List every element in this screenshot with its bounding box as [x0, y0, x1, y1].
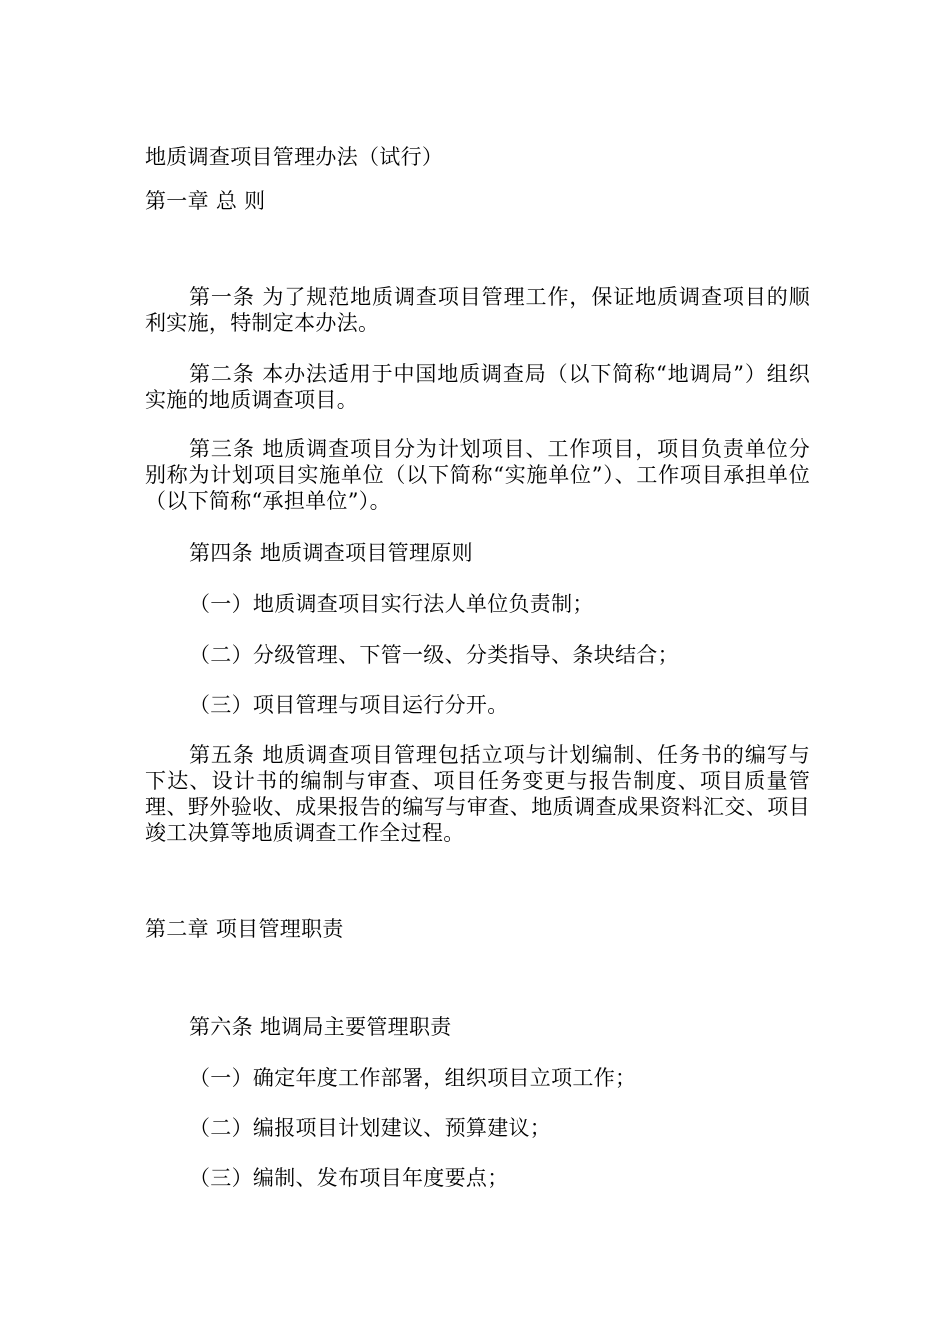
article-4-item-3: （三）项目管理与项目运行分开。: [189, 693, 509, 717]
article-2: 第二条 本办法适用于中国地质调查局（以下简称“地调局”）组织实施的地质调查项目。: [145, 362, 810, 412]
article-4-item-2: （二）分级管理、下管一级、分类指导、条块结合；: [189, 643, 679, 667]
document-title: 地质调查项目管理办法（试行）: [145, 145, 444, 169]
chapter-1-heading: 第一章 总 则: [145, 189, 266, 213]
article-6-item-3: （三）编制、发布项目年度要点；: [189, 1166, 509, 1190]
article-4-item-1: （一）地质调查项目实行法人单位负责制；: [189, 592, 594, 616]
chapter-2-heading: 第二章 项目管理职责: [145, 917, 344, 941]
article-5: 第五条 地质调查项目管理包括立项与计划编制、任务书的编写与下达、设计书的编制与审查、项目任务变更与报告制度、项目质量管理、野外验收、成果报告的编写与审查、地质调查成果资料汇交、项目竣工决算等地质调查工作全过程。: [145, 743, 810, 845]
article-3: 第三条 地质调查项目分为计划项目、工作项目，项目负责单位分别称为计划项目实施单位（以下简称“实施单位”）、工作项目承担单位（以下简称“承担单位”）。: [145, 437, 810, 513]
article-6-item-1: （一）确定年度工作部署，组织项目立项工作；: [189, 1066, 637, 1090]
article-6: 第六条 地调局主要管理职责: [189, 1015, 452, 1039]
article-4: 第四条 地质调查项目管理原则: [189, 541, 473, 565]
article-1: 第一条 为了规范地质调查项目管理工作，保证地质调查项目的顺利实施，特制定本办法。: [145, 285, 810, 335]
article-6-item-2: （二）编报项目计划建议、预算建议；: [189, 1116, 552, 1140]
